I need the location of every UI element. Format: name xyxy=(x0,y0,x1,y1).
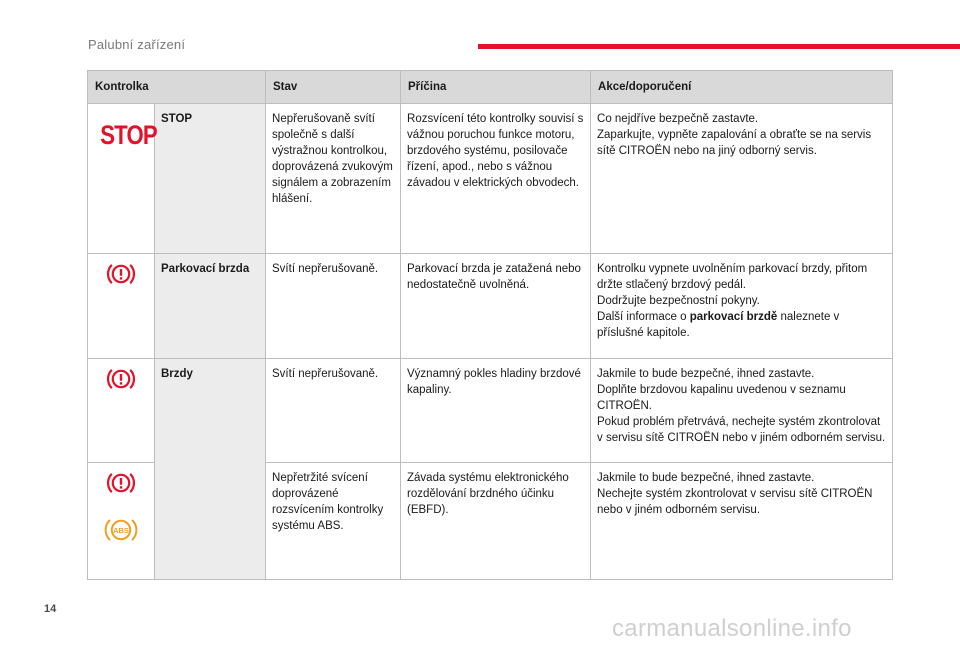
action-line: Jakmile to bude bezpečné, ihned zastavte. xyxy=(597,472,815,484)
action-line: Nechejte systém zkontrolovat v servisu sítě CITROËN nebo v jiném odborném servisu. xyxy=(597,488,873,516)
table-header-row xyxy=(88,71,893,104)
brake-warning-icon xyxy=(106,366,136,392)
warning-state: Svítí nepřerušovaně. xyxy=(266,254,401,359)
icon-cell xyxy=(88,104,155,254)
action-line: Pokud problém přetrvává, nechejte systém zkontrolovat v servisu sítě CITROËN nebo v jiném odborném servisu. xyxy=(597,416,886,444)
action-line: Zaparkujte, vypněte zapalování a obraťte se na servis sítě CITROËN nebo na jiný odborný servis. xyxy=(597,129,872,157)
warning-action xyxy=(591,359,893,463)
table-row xyxy=(88,104,893,254)
page-number: 14 xyxy=(44,603,57,615)
header-pricina: Příčina xyxy=(401,71,591,104)
table-row xyxy=(88,359,893,463)
warning-cause: Závada systému elektronického rozdělování brzdného účinku (EBFD). xyxy=(401,463,591,580)
stop-icon: STOP xyxy=(100,120,157,150)
action-line xyxy=(597,309,886,341)
warning-lights-table xyxy=(87,70,893,580)
warning-cause: Významný pokles hladiny brzdové kapaliny. xyxy=(401,359,591,463)
action-line: Co nejdříve bezpečně zastavte. xyxy=(597,113,759,125)
warning-name: STOP xyxy=(155,104,266,254)
warning-action xyxy=(591,254,893,359)
header-accent-rule xyxy=(478,44,960,49)
action-line: Kontrolku vypnete uvolněním parkovací brzdy, přitom držte stlačený brzdový pedál. xyxy=(597,263,868,291)
action-line: Dodržujte bezpečnostní pokyny. xyxy=(597,295,760,307)
action-ref-prefix: Další informace o xyxy=(597,311,690,323)
icon-cell xyxy=(88,359,155,463)
warning-state: Nepřerušovaně svítí společně s další výstražnou kontrolkou, doprovázená zvukovým signálem a zobrazením hlášení. xyxy=(266,104,401,254)
warning-cause: Parkovací brzda je zatažená nebo nedostatečně uvolněná. xyxy=(401,254,591,359)
abs-icon xyxy=(102,516,140,544)
action-line: Jakmile to bude bezpečné, ihned zastavte. xyxy=(597,368,815,380)
warning-state: Nepřetržité svícení doprovázené rozsvícením kontrolky systému ABS. xyxy=(266,463,401,580)
header-akce: Akce/doporučení xyxy=(591,71,893,104)
chapter-reference: parkovací brzdě xyxy=(689,311,778,323)
icon-cell xyxy=(88,254,155,359)
warning-action xyxy=(591,463,893,580)
warning-name: Brzdy xyxy=(155,359,266,580)
icon-cell xyxy=(88,463,155,580)
warning-name: Parkovací brzda xyxy=(155,254,266,359)
action-ref-suffix: naleznete v příslušné kapitole. xyxy=(597,311,840,339)
table-row xyxy=(88,254,893,359)
brake-warning-icon xyxy=(106,261,136,287)
warning-cause: Rozsvícení této kontrolky souvisí s vážnou poruchou funkce motoru, brzdového systému, posilovače řízení, apod., nebo s vážnou závadou v elektrických obvodech. xyxy=(401,104,591,254)
header-kontrolka: Kontrolka xyxy=(88,71,266,104)
page-section-title: Palubní zařízení xyxy=(88,37,186,52)
warning-state: Svítí nepřerušovaně. xyxy=(266,359,401,463)
header-stav: Stav xyxy=(266,71,401,104)
abs-label: ABS xyxy=(113,526,129,535)
action-line: Doplňte brzdovou kapalinu uvedenou v seznamu CITROËN. xyxy=(597,384,846,412)
warning-action xyxy=(591,104,893,254)
brake-warning-icon xyxy=(106,470,136,496)
watermark: carmanualsonline.info xyxy=(612,615,852,642)
